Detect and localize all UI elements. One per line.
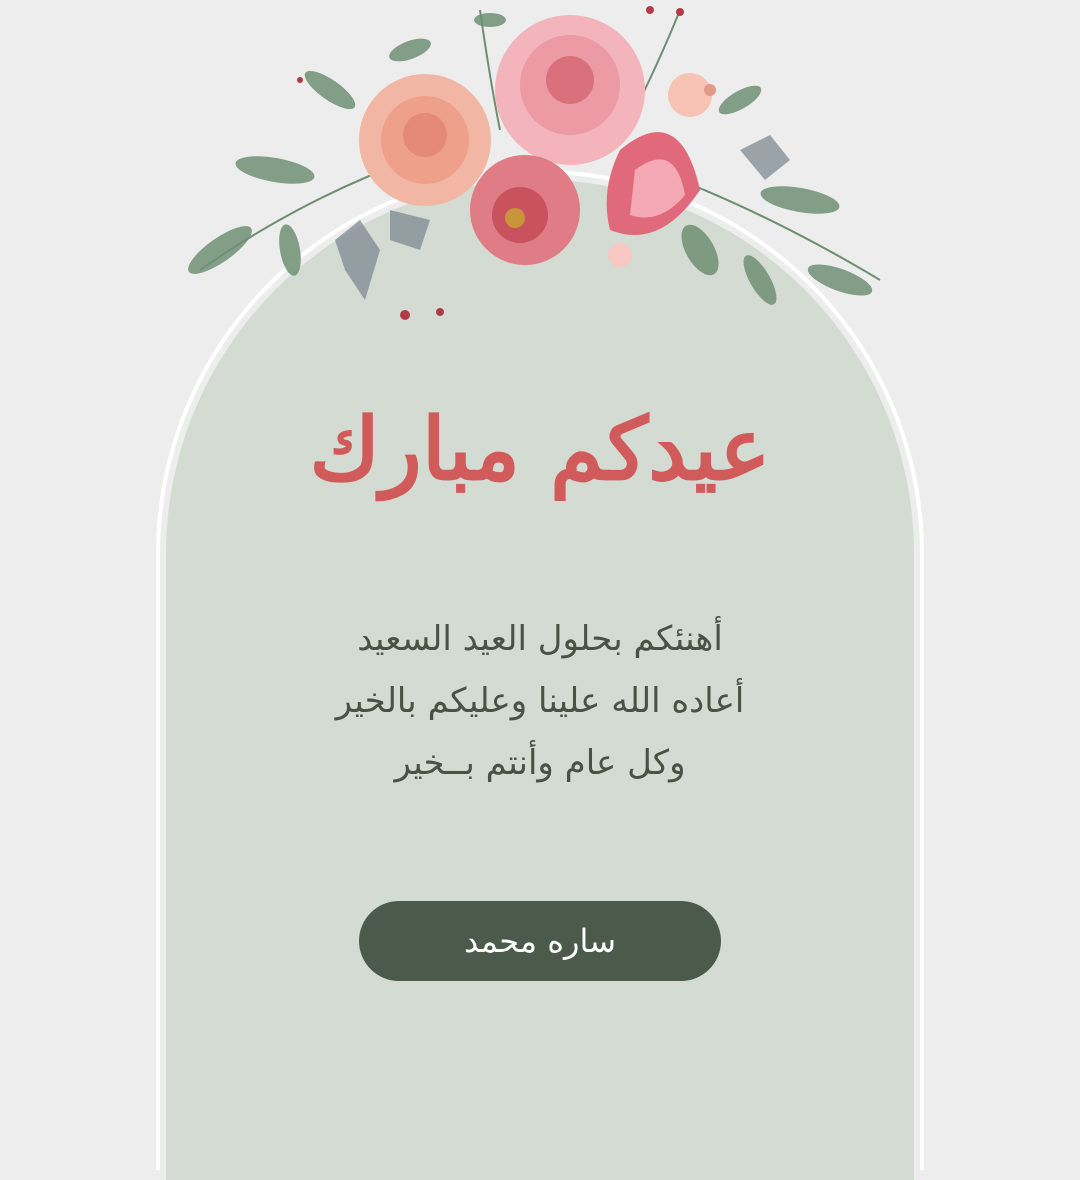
eid-mubarak-title: عيدكم مبارك (309, 399, 771, 500)
greeting-message (290, 608, 790, 794)
message-line: أعاده الله علينا وعليكم بالخير (335, 681, 745, 721)
sender-name: ساره محمد (463, 922, 617, 960)
sender-name-badge (359, 901, 721, 981)
message-line: أهنئكم بحلول العيد السعيد (357, 619, 723, 659)
watercolor-flowers-icon (180, 0, 900, 340)
message-line: وكل عام وأنتم بــخير (394, 743, 686, 783)
